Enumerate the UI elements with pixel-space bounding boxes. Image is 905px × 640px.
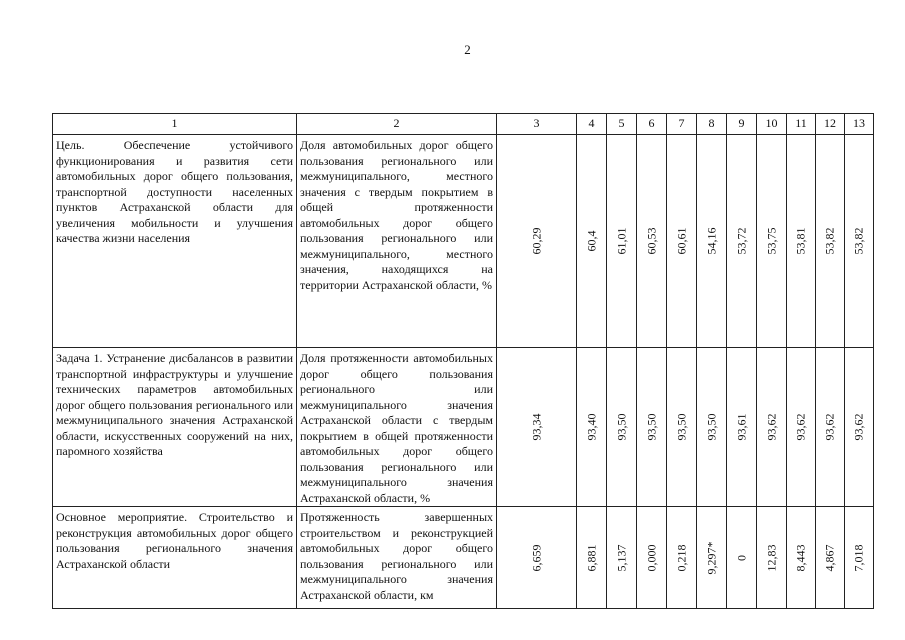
value-cell: [787, 135, 816, 348]
value-text: 0,000: [643, 544, 658, 571]
value-text: 8,443: [793, 544, 808, 571]
value-cell: [607, 348, 637, 507]
value-text: 60,53: [643, 227, 658, 255]
table-row: [53, 348, 874, 507]
indicator-cell: [297, 348, 497, 507]
value-cell: [845, 348, 874, 507]
goal-text: Основное мероприятие. Строительство и реконструкция автомобильных дорог общего пользования регионального значения Астраханской области: [56, 510, 293, 571]
value-text: 12,83: [763, 544, 778, 571]
value-cell: [637, 507, 667, 609]
value-cell: [577, 348, 607, 507]
value-cell: [497, 507, 577, 609]
page-number: 2: [464, 42, 471, 57]
column-header: 6: [637, 114, 667, 135]
value-cell: [667, 135, 697, 348]
column-header: 8: [697, 114, 727, 135]
value-text: 93,40: [583, 413, 598, 441]
column-header: 4: [577, 114, 607, 135]
value-cell: [816, 507, 845, 609]
value-cell: [577, 135, 607, 348]
value-text: 60,4: [583, 230, 598, 252]
value-text: 7,018: [851, 544, 866, 571]
value-cell: [845, 507, 874, 609]
goal-cell: [53, 348, 297, 507]
indicator-text: Протяженность завершенных строительством и реконструкцией автомобильных дорог общего пользования регионального или межмуниципального значения Астраханской области, км: [300, 510, 493, 602]
column-header: 2: [297, 114, 497, 135]
column-header: 12: [816, 114, 845, 135]
value-cell: [667, 348, 697, 507]
value-cell: [497, 348, 577, 507]
value-cell: [757, 507, 787, 609]
header-row: [53, 114, 874, 135]
value-text: 53,81: [793, 227, 808, 255]
value-cell: [787, 348, 816, 507]
column-header: 5: [607, 114, 637, 135]
indicator-text: Доля протяженности автомобильных дорог общего пользования регионального или межмуниципального значения Астраханской области с твердым покрытием в общей протяженности автомобильных дорог общего пользования регионального или межмуниципального значения Астраханской области, %: [300, 351, 493, 505]
value-text: 93,50: [703, 413, 718, 441]
value-text: 93,61: [733, 413, 748, 441]
value-text: 93,50: [613, 413, 628, 441]
value-cell: [697, 135, 727, 348]
value-cell: [757, 135, 787, 348]
goal-cell: [53, 507, 297, 609]
column-header: 11: [787, 114, 816, 135]
goal-text: Цель. Обеспечение устойчивого функционирования и развития сети автомобильных дорог общего пользования, транспортной доступности населенных пунктов Астраханской области для увеличения мобильности и улучшения качества жизни населения: [56, 138, 293, 245]
value-cell: [607, 507, 637, 609]
value-text: 4,867: [822, 544, 837, 571]
column-header: 10: [757, 114, 787, 135]
value-text: 53,82: [822, 227, 837, 255]
value-text: 93,34: [528, 413, 543, 441]
value-text: 60,29: [528, 227, 543, 255]
goal-text: Задача 1. Устранение дисбалансов в развитии транспортной инфраструктуры и улучшение технических параметров автомобильных дорог общего пользования регионального или межмуниципального значения Астраханской области, искусственных сооружений на них, паромного хозяйства: [56, 351, 293, 458]
value-text: 93,62: [822, 413, 837, 441]
goal-cell: [53, 135, 297, 348]
value-text: 93,62: [763, 413, 778, 441]
value-cell: [697, 348, 727, 507]
value-text: 5,137: [613, 544, 628, 571]
value-cell: [757, 348, 787, 507]
value-text: 0,218: [673, 544, 688, 571]
value-text: 9,297*: [703, 541, 718, 574]
value-cell: [697, 507, 727, 609]
value-cell: [667, 507, 697, 609]
value-cell: [727, 135, 757, 348]
value-cell: [637, 348, 667, 507]
value-text: 54,16: [703, 227, 718, 255]
column-header: 9: [727, 114, 757, 135]
value-cell: [637, 135, 667, 348]
indicator-table: [52, 113, 874, 609]
value-cell: [816, 135, 845, 348]
value-cell: [497, 135, 577, 348]
value-text: 6,659: [528, 544, 543, 571]
value-text: 6,881: [583, 544, 598, 571]
value-cell: [816, 348, 845, 507]
table-row: [53, 507, 874, 609]
value-text: 93,50: [673, 413, 688, 441]
value-cell: [727, 507, 757, 609]
value-text: 93,50: [643, 413, 658, 441]
value-text: 93,62: [793, 413, 808, 441]
column-header: 13: [845, 114, 874, 135]
indicator-text: Доля автомобильных дорог общего пользования регионального или межмуниципального, местного значения с твердым покрытием в общей протяженности автомобильных дорог общего пользования регионального или межмуниципального, местного значения, находящихся на территории Астраханской области, %: [300, 138, 493, 292]
value-cell: [845, 135, 874, 348]
value-text: 53,75: [763, 227, 778, 255]
value-cell: [577, 507, 607, 609]
value-text: 53,72: [733, 227, 748, 255]
value-text: 60,61: [673, 227, 688, 255]
column-header: 3: [497, 114, 577, 135]
value-cell: [787, 507, 816, 609]
indicator-cell: [297, 135, 497, 348]
column-header: 1: [53, 114, 297, 135]
table-row: [53, 135, 874, 348]
value-cell: [727, 348, 757, 507]
value-text: 61,01: [613, 227, 628, 255]
column-header: 7: [667, 114, 697, 135]
value-text: 53,82: [851, 227, 866, 255]
value-cell: [607, 135, 637, 348]
value-text: 93,62: [851, 413, 866, 441]
indicator-cell: [297, 507, 497, 609]
value-text: 0: [733, 554, 748, 561]
